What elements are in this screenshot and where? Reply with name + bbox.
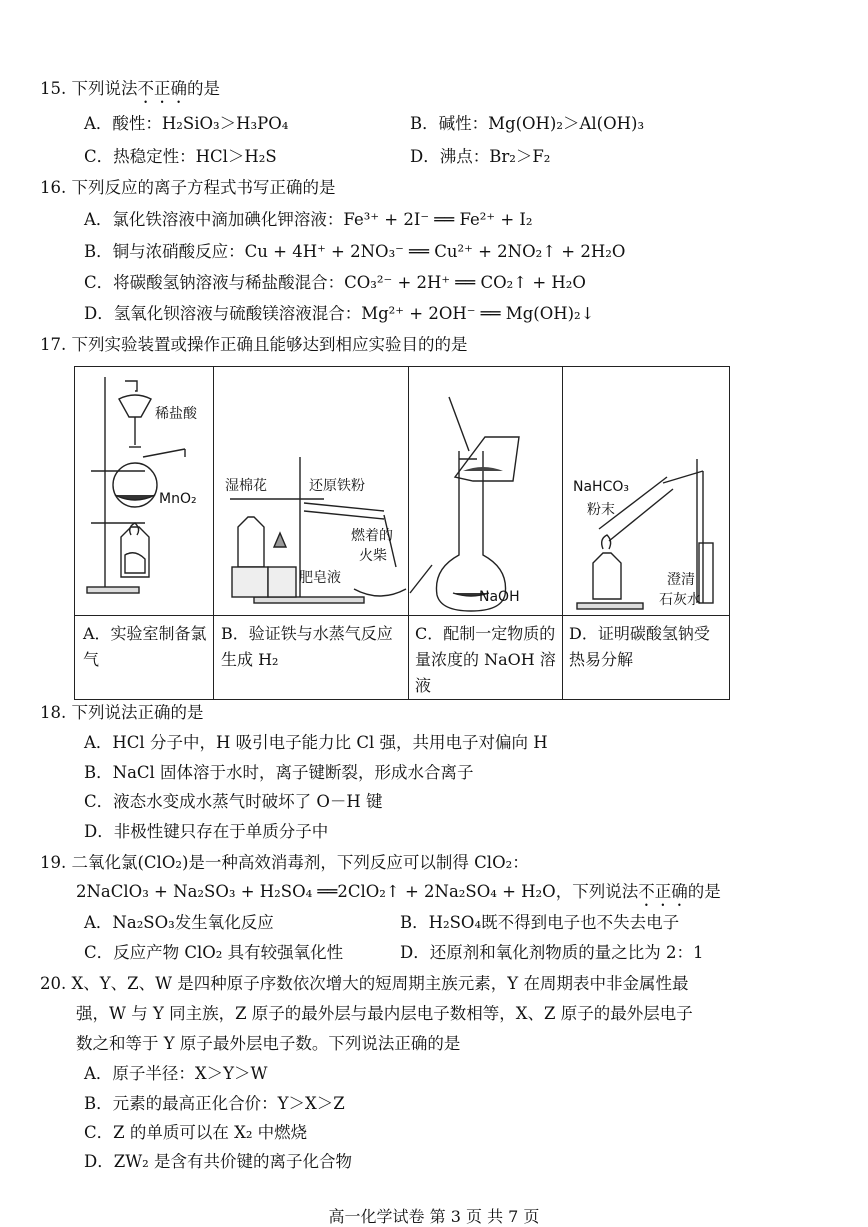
apparatus-c-drawing [436,397,519,611]
q16-stem [40,177,336,199]
q20-stem-text-1: X、Y、Z、W 是四种原子序数依次增大的短周期主族元素，Y 在周期表中非金属性最 [71,974,689,993]
label-limewater: 石灰水 [659,592,701,608]
q18-number: 18. [40,703,67,722]
q19-emphasis: 不正确 [638,882,688,901]
label-naoh: NaOH [479,589,520,605]
label-dilute-hcl: 稀盐酸 [155,406,197,422]
q19-option-c: C．反应产物 ClO₂ 具有较强氧化性 [84,943,344,962]
q15-emphasis: 不正确 [137,79,187,98]
q16-option-a: A．氯化铁溶液中滴加碘化钾溶液：Fe³⁺ + 2I⁻ ══ Fe²⁺ + I₂ [84,210,533,229]
q16-option-b: B．铜与浓硝酸反应：Cu + 4H⁺ + 2NO₃⁻ ══ Cu²⁺ + 2NO₂↑ + 2H₂O [84,242,626,261]
q20-option-a: A．原子半径：X＞Y＞W [84,1064,268,1083]
caption-a: A．实验室制备氯气 [83,624,207,669]
q16-stem-text: 下列反应的离子方程式书写正确的是 [71,178,336,197]
q18-stem-text: 下列说法正确的是 [71,703,204,722]
label-soap-solution: 肥皂液 [299,570,341,586]
q20-stem-line2: 强，W 与 Y 同主族，Z 原子的最外层与最内层电子数相等，X、Z 原子的最外层电子 [76,1004,693,1023]
q15-option-c: C．热稳定性：HCl＞H₂S [84,147,277,166]
q17-number: 17. [40,335,67,354]
q16-number: 16. [40,178,67,197]
q19-option-b: B．H₂SO₄既不得到电子也不失去电子 [400,913,680,932]
q17-stem-text: 下列实验装置或操作正确且能够达到相应实验目的的是 [71,335,468,354]
q20-option-c: C．Z 的单质可以在 X₂ 中燃烧 [84,1123,308,1142]
q20-option-b: B．元素的最高正化合价：Y＞X＞Z [84,1094,345,1113]
q17-apparatus-table [74,366,730,700]
q15-number: 15. [40,79,67,98]
label-clear: 澄清 [667,572,695,588]
label-nahco3: NaHCO₃ [573,479,629,495]
q17-stem [40,334,468,356]
label-wet-cotton: 湿棉花 [225,478,267,494]
q19-stem [40,852,529,874]
q20-option-d: D．ZW₂ 是含有共价键的离子化合物 [84,1152,353,1171]
q19-equation-text: 2NaClO₃ + Na₂SO₃ + H₂SO₄ ══2ClO₂↑ + 2Na₂SO₄ + H₂O，下列说法 [76,882,639,901]
q15-stem-end: 的是 [187,79,220,98]
q19-equation-end: 的是 [687,882,721,901]
q19-option-a: A．Na₂SO₃发生氧化反应 [84,913,274,932]
caption-c: C．配制一定物质的量浓度的 NaOH 溶液 [415,624,556,695]
q20-stem-line3: 数之和等于 Y 原子最外层电子数。下列说法正确的是 [76,1034,461,1053]
q15-stem [40,78,220,107]
q19-option-d: D．还原剂和氧化剂物质的量之比为 2：1 [400,943,704,962]
q15-stem-text: 下列说法 [71,79,138,98]
q15-option-b: B．碱性：Mg(OH)₂＞Al(OH)₃ [410,114,645,133]
label-powder: 粉末 [587,502,615,518]
q19-stem-text: 二氧化氯(ClO₂)是一种高效消毒剂，下列反应可以制得 ClO₂： [71,853,529,872]
q16-option-c: C．将碳酸氢钠溶液与稀盐酸混合：CO₃²⁻ + 2H⁺ ══ CO₂↑ + H₂O [84,273,586,292]
q15-option-a: A．酸性：H₂SiO₃＞H₃PO₄ [84,114,289,133]
table-divider [75,615,729,616]
label-mno2: MnO₂ [159,491,197,507]
caption-d: D．证明碳酸氢钠受热易分解 [569,624,710,669]
q18-option-a: A．HCl 分子中，H 吸引电子能力比 Cl 强，共用电子对偏向 H [84,733,548,752]
label-iron-powder: 还原铁粉 [309,478,365,494]
q20-number: 20. [40,974,67,993]
caption-b: B．验证铁与水蒸气反应生成 H₂ [221,624,393,669]
q18-stem [40,702,204,724]
label-match: 火柴 [359,548,387,564]
q19-equation [76,881,721,910]
q20-stem-line1 [40,973,688,995]
q18-option-b: B．NaCl 固体溶于水时，离子键断裂，形成水合离子 [84,763,474,782]
page-footer: 高一化学试卷 第 3 页 共 7 页 [328,1207,540,1226]
q19-number: 19. [40,853,67,872]
q18-option-d: D．非极性键只存在于单质分子中 [84,822,329,841]
q16-option-d: D．氢氧化钡溶液与硫酸镁溶液混合：Mg²⁺ + 2OH⁻ ══ Mg(OH)₂↓ [84,304,595,323]
q18-option-c: C．液态水变成水蒸气时破坏了 O－H 键 [84,792,383,811]
label-burning-match: 燃着的 [351,528,393,544]
q15-option-d: D．沸点：Br₂＞F₂ [410,147,551,166]
